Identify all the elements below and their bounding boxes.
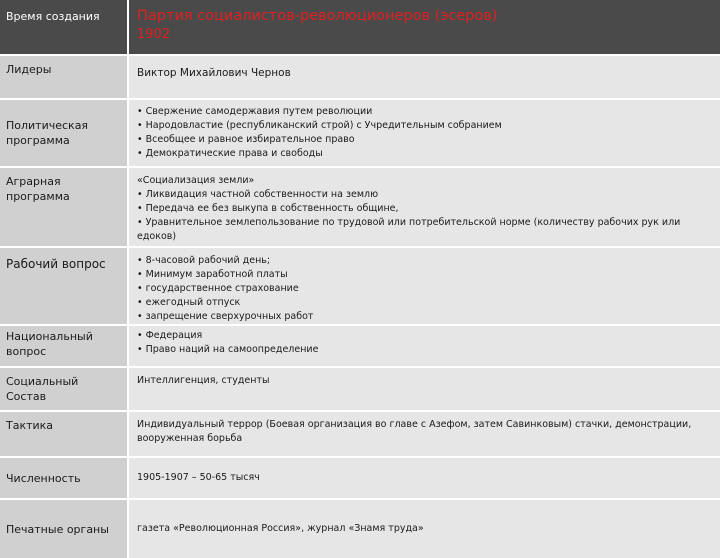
founded-label: Время создания (6, 10, 100, 23)
national-label: Национальный вопрос (6, 330, 93, 358)
political-item: • Свержение самодержавия путем революции (137, 106, 373, 117)
header-value-cell (129, 0, 720, 54)
labor-item: • Минимум заработной платы (137, 269, 288, 280)
political-label-cell (0, 100, 127, 166)
founded-year: 1902 (137, 27, 171, 42)
press-value: газета «Революционная Россия», журнал «Знамя труда» (137, 523, 424, 534)
labor-label-cell (0, 248, 127, 324)
tactics-value-cell (129, 412, 720, 456)
press-value-cell (129, 500, 720, 558)
political-label: Политическая программа (6, 119, 89, 147)
social-value: Интеллигенция, студенты (137, 375, 270, 386)
labor-label: Рабочий вопрос (6, 257, 106, 271)
size-value: 1905-1907 – 50-65 тысяч (137, 472, 260, 483)
press-label-cell (0, 500, 127, 558)
size-value-cell (129, 458, 720, 498)
leaders-label: Лидеры (6, 63, 52, 76)
social-label-cell (0, 368, 127, 410)
size-label: Численность (6, 471, 81, 485)
leaders-value-cell (129, 56, 720, 98)
agrarian-item: «Социализация земли» (137, 175, 255, 186)
press-label: Печатные органы (6, 522, 109, 536)
agrarian-value-cell (129, 168, 720, 246)
political-item: • Демократические права и свободы (137, 148, 323, 159)
social-value-cell (129, 368, 720, 410)
political-item: • Народовластие (республиканский строй) с Учредительным собранием (137, 120, 502, 131)
national-label-cell (0, 326, 127, 366)
agrarian-item: • Уравнительное землепользование по трудовой или потребительской норме (количеству рабочих рук или едоков) (137, 217, 681, 242)
political-value-cell (129, 100, 720, 166)
agrarian-label-cell (0, 168, 127, 246)
leaders-value: Виктор Михайлович Чернов (137, 67, 291, 79)
agrarian-item: • Передача ее без выкупа в собственность общине, (137, 203, 399, 214)
tactics-label-cell (0, 412, 127, 456)
labor-item: • 8-часовой рабочий день; (137, 255, 271, 266)
party-title: Партия социалистов-революционеров (эсеров) (137, 8, 498, 24)
leaders-label-cell (0, 56, 127, 98)
labor-item: • запрещение сверхурочных работ (137, 311, 314, 322)
agrarian-label: Аграрная программа (6, 175, 70, 203)
national-item: • Федерация (137, 330, 203, 341)
social-label: Социальный Состав (6, 375, 79, 403)
labor-item: • ежегодный отпуск (137, 297, 241, 308)
agrarian-item: • Ликвидация частной собственности на землю (137, 189, 379, 200)
tactics-value: Индивидуальный террор (Боевая организация во главе с Азефом, затем Савинковым) стачки, демонстрации, вооруженная борьба (137, 419, 692, 444)
header-label-cell (0, 0, 127, 54)
national-item: • Право наций на самоопределение (137, 344, 319, 355)
size-label-cell (0, 458, 127, 498)
labor-value-cell (129, 248, 720, 324)
political-item: • Всеобщее и равное избирательное право (137, 134, 355, 145)
tactics-label: Тактика (6, 419, 54, 432)
labor-item: • государственное страхование (137, 283, 299, 294)
national-value-cell (129, 326, 720, 366)
